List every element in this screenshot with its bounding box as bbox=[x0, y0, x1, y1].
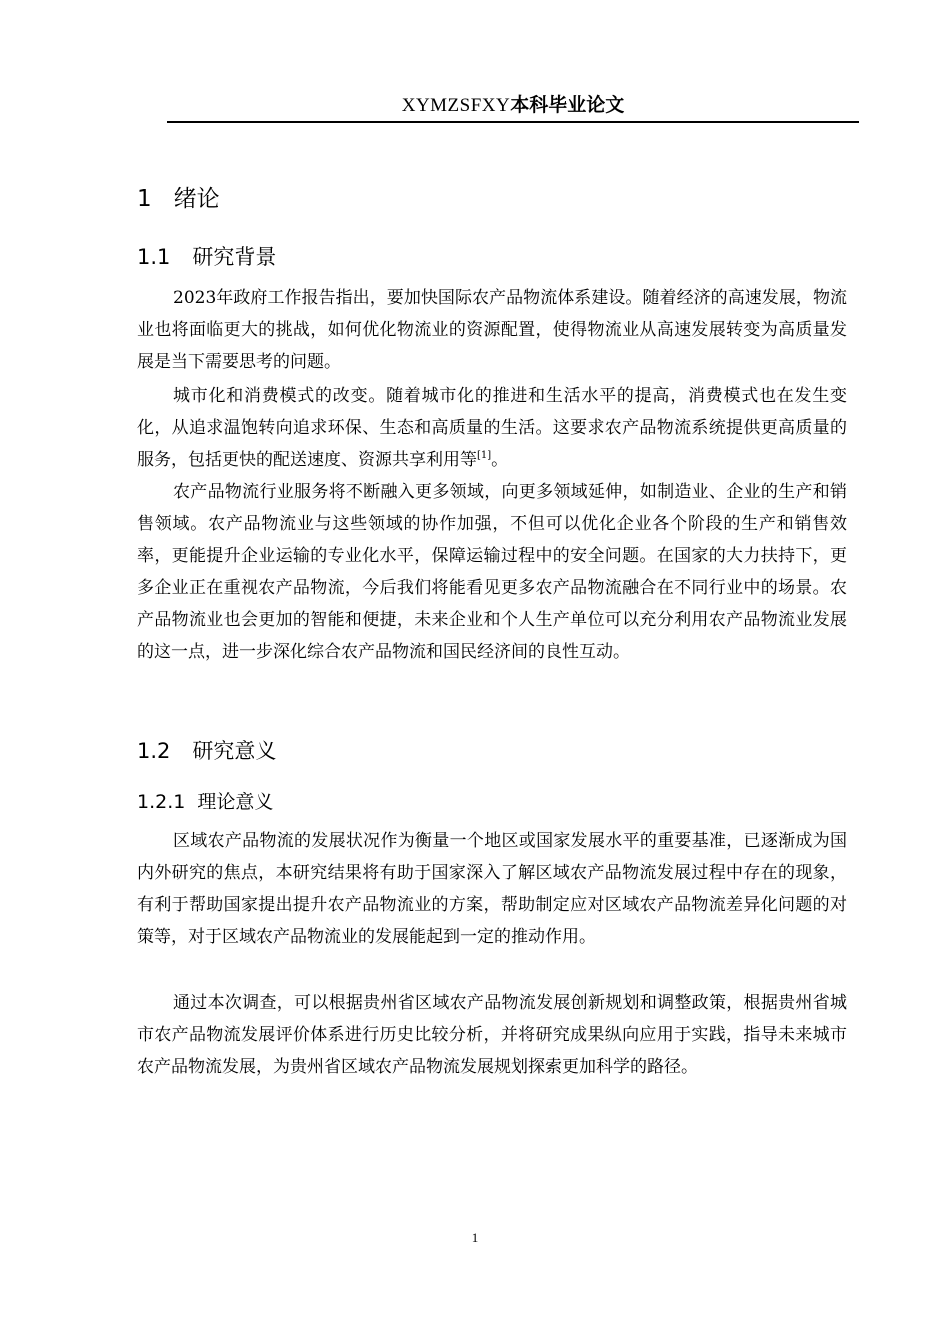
paragraph bbox=[137, 380, 847, 476]
running-header bbox=[167, 90, 859, 121]
paragraph: 2023年政府工作报告指出，要加快国际农产品物流体系建设。随着经济的高速发展，物流业也将面临更大的挑战，如何优化物流业的资源配置，使得物流业从高速发展转变为高质量发展是当下需要思考的问题。 bbox=[137, 288, 847, 372]
paragraph: 通过本次调查，可以根据贵州省区域农产品物流发展创新规划和调整政策，根据贵州省城市农产品物流发展评价体系进行历史比较分析，并将研究成果纵向应用于实践，指导未来城市农产品物流发展，为贵州省区域农产品物流发展规划探索更加科学的路径。 bbox=[137, 993, 847, 1077]
section-title: 研究意义 bbox=[192, 739, 277, 763]
section-title: 研究背景 bbox=[192, 245, 277, 269]
subsection-number: 1.2.1 bbox=[137, 791, 186, 813]
chapter-heading bbox=[137, 180, 220, 218]
section-number: 1.1 bbox=[137, 245, 171, 269]
page-number: 1 bbox=[471, 1230, 479, 1245]
header-code: XYMZSFXY bbox=[401, 95, 511, 116]
section-heading-1-1 bbox=[137, 240, 276, 274]
section-heading-1-2 bbox=[137, 734, 276, 768]
paragraph: 农产品物流行业服务将不断融入更多领域，向更多领域延伸，如制造业、企业的生产和销售领域。农产品物流业与这些领域的协作加强，不但可以优化企业各个阶段的生产和销售效率，更能提升企业运输的专业化水平，保障运输过程中的安全问题。在国家的大力扶持下，更多企业正在重视农产品物流，今后我们将能看见更多农产品物流融合在不同行业中的场景。农产品物流业也会更加的智能和便捷，未来企业和个人生产单位可以充分利用农产品物流业发展的这一点，进一步深化综合农产品物流和国民经济间的良性互动。 bbox=[137, 482, 847, 662]
header-rule bbox=[167, 121, 859, 123]
subsection-title: 理论意义 bbox=[197, 791, 274, 813]
section-number: 1.2 bbox=[137, 739, 171, 763]
chapter-title: 绪论 bbox=[173, 186, 220, 212]
header-title: 本科毕业论文 bbox=[510, 94, 625, 116]
citation-mark[interactable]: [1] bbox=[477, 450, 492, 461]
paragraph: 区域农产品物流的发展状况作为衡量一个地区或国家发展水平的重要基准，已逐渐成为国内外研究的焦点，本研究结果将有助于国家深入了解区域农产品物流发展过程中存在的现象，有利于帮助国家提出提升农产品物流业的方案，帮助制定应对区域农产品物流差异化问题的对策等，对于区域农产品物流业的发展能起到一定的推动作用。 bbox=[137, 831, 847, 947]
paragraph-end: 。 bbox=[491, 450, 509, 470]
chapter-number: 1 bbox=[137, 186, 152, 212]
paragraph-text: 城市化和消费模式的改变。随着城市化的推进和生活水平的提高，消费模式也在发生变化，从追求温饱转向追求环保、生态和高质量的生活。这要求农产品物流系统提供更高质量的服务，包括更快的配送速度、资源共享利用等 bbox=[137, 386, 847, 470]
subsection-heading-1-2-1 bbox=[137, 786, 273, 818]
